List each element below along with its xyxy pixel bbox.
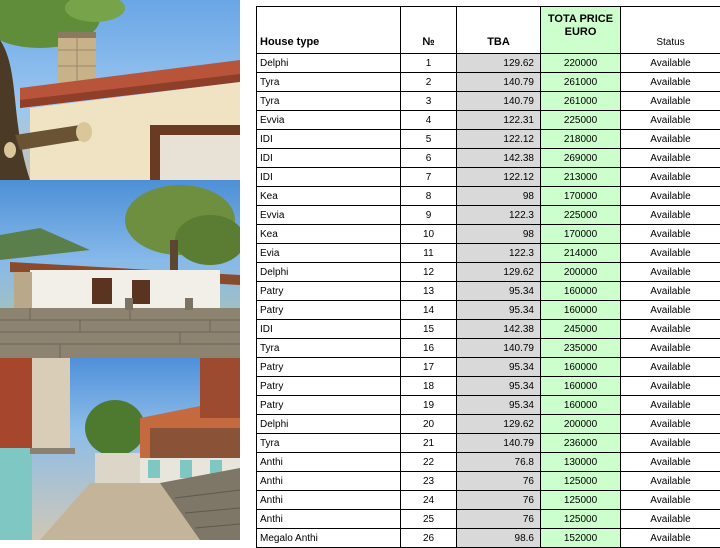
cell-number: 8 (401, 187, 457, 206)
cell-number: 25 (401, 510, 457, 529)
header-number: № (401, 7, 457, 54)
cell-house-type: Tyra (257, 434, 401, 453)
table-row (257, 301, 720, 320)
cell-total-price: 152000 (541, 529, 621, 548)
cell-house-type: Patry (257, 396, 401, 415)
cell-area: 98 (457, 225, 541, 244)
cell-number: 23 (401, 472, 457, 491)
table-row (257, 263, 720, 282)
cell-status: Available (621, 263, 720, 282)
cell-area: 76.8 (457, 453, 541, 472)
cell-house-type: Anthi (257, 510, 401, 529)
cell-total-price: 160000 (541, 396, 621, 415)
cell-number: 13 (401, 282, 457, 301)
cell-status: Available (621, 453, 720, 472)
cell-status: Available (621, 320, 720, 339)
cell-status: Available (621, 282, 720, 301)
cell-number: 11 (401, 244, 457, 263)
cell-status: Available (621, 301, 720, 320)
cell-number: 14 (401, 301, 457, 320)
house-photo-stone-wall-illustration (0, 180, 240, 358)
cell-total-price: 130000 (541, 453, 621, 472)
cell-house-type: Megalo Anthi (257, 529, 401, 548)
cell-number: 18 (401, 377, 457, 396)
table-header-row (257, 7, 720, 54)
cell-area: 95.34 (457, 377, 541, 396)
cell-house-type: Patry (257, 282, 401, 301)
house-photo-street (0, 358, 240, 540)
cell-total-price: 261000 (541, 73, 621, 92)
cell-area: 129.62 (457, 415, 541, 434)
cell-total-price: 225000 (541, 206, 621, 225)
cell-area: 140.79 (457, 434, 541, 453)
table-row (257, 282, 720, 301)
cell-total-price: 160000 (541, 377, 621, 396)
cell-status: Available (621, 396, 720, 415)
cell-number: 10 (401, 225, 457, 244)
header-total-price-line2: EURO (565, 26, 597, 38)
table-row (257, 529, 720, 548)
cell-number: 1 (401, 54, 457, 73)
table-body (257, 54, 720, 548)
cell-status: Available (621, 358, 720, 377)
cell-total-price: 245000 (541, 320, 621, 339)
cell-area: 95.34 (457, 282, 541, 301)
cell-area: 95.34 (457, 301, 541, 320)
cell-status: Available (621, 149, 720, 168)
cell-house-type: Delphi (257, 415, 401, 434)
cell-number: 20 (401, 415, 457, 434)
cell-status: Available (621, 225, 720, 244)
cell-status: Available (621, 510, 720, 529)
table-row (257, 206, 720, 225)
cell-number: 24 (401, 491, 457, 510)
cell-number: 12 (401, 263, 457, 282)
table-row (257, 415, 720, 434)
table-row (257, 92, 720, 111)
cell-house-type: Kea (257, 187, 401, 206)
cell-house-type: IDI (257, 149, 401, 168)
cell-number: 19 (401, 396, 457, 415)
table-row (257, 130, 720, 149)
cell-area: 140.79 (457, 339, 541, 358)
cell-number: 6 (401, 149, 457, 168)
cell-house-type: Patry (257, 301, 401, 320)
cell-total-price: 225000 (541, 111, 621, 130)
cell-area: 76 (457, 510, 541, 529)
cell-total-price: 125000 (541, 472, 621, 491)
table-row (257, 320, 720, 339)
house-photo-stone-wall (0, 180, 240, 358)
cell-status: Available (621, 73, 720, 92)
cell-number: 5 (401, 130, 457, 149)
header-total-price (541, 7, 621, 54)
cell-area: 95.34 (457, 358, 541, 377)
cell-number: 9 (401, 206, 457, 225)
table-row (257, 168, 720, 187)
cell-house-type: Delphi (257, 263, 401, 282)
table-row (257, 187, 720, 206)
cell-house-type: Tyra (257, 73, 401, 92)
cell-total-price: 220000 (541, 54, 621, 73)
table-row (257, 453, 720, 472)
cell-house-type: Evia (257, 244, 401, 263)
cell-status: Available (621, 472, 720, 491)
cell-total-price: 236000 (541, 434, 621, 453)
cell-house-type: Tyra (257, 92, 401, 111)
cell-number: 2 (401, 73, 457, 92)
cell-status: Available (621, 92, 720, 111)
cell-total-price: 235000 (541, 339, 621, 358)
cell-total-price: 170000 (541, 225, 621, 244)
header-total-price-line1: TOTA PRICE (548, 13, 613, 25)
table-row (257, 434, 720, 453)
cell-house-type: IDI (257, 130, 401, 149)
header-status: Status (621, 7, 720, 54)
cell-house-type: IDI (257, 168, 401, 187)
cell-status: Available (621, 187, 720, 206)
cell-status: Available (621, 54, 720, 73)
table-row (257, 358, 720, 377)
cell-status: Available (621, 434, 720, 453)
cell-area: 140.79 (457, 73, 541, 92)
table-row (257, 111, 720, 130)
cell-status: Available (621, 168, 720, 187)
cell-area: 122.3 (457, 244, 541, 263)
table-row (257, 54, 720, 73)
cell-area: 129.62 (457, 54, 541, 73)
photo-column (0, 0, 240, 540)
table-row (257, 149, 720, 168)
table-row (257, 339, 720, 358)
cell-total-price: 214000 (541, 244, 621, 263)
table-row (257, 73, 720, 92)
house-photo-street-illustration (0, 358, 240, 540)
cell-status: Available (621, 206, 720, 225)
cell-number: 4 (401, 111, 457, 130)
cell-status: Available (621, 339, 720, 358)
cell-area: 140.79 (457, 92, 541, 111)
cell-number: 21 (401, 434, 457, 453)
cell-status: Available (621, 130, 720, 149)
cell-area: 98.6 (457, 529, 541, 548)
cell-total-price: 160000 (541, 358, 621, 377)
cell-number: 16 (401, 339, 457, 358)
cell-house-type: Evvia (257, 111, 401, 130)
cell-area: 98 (457, 187, 541, 206)
cell-total-price: 125000 (541, 491, 621, 510)
cell-total-price: 125000 (541, 510, 621, 529)
cell-total-price: 160000 (541, 301, 621, 320)
cell-area: 76 (457, 472, 541, 491)
cell-number: 7 (401, 168, 457, 187)
cell-area: 142.38 (457, 149, 541, 168)
table-row (257, 225, 720, 244)
cell-status: Available (621, 377, 720, 396)
cell-number: 22 (401, 453, 457, 472)
cell-total-price: 170000 (541, 187, 621, 206)
cell-total-price: 261000 (541, 92, 621, 111)
cell-house-type: Delphi (257, 54, 401, 73)
table-row (257, 491, 720, 510)
cell-status: Available (621, 415, 720, 434)
table-row (257, 472, 720, 491)
cell-house-type: Patry (257, 377, 401, 396)
cell-house-type: Evvia (257, 206, 401, 225)
cell-total-price: 200000 (541, 415, 621, 434)
header-area: TBA (457, 7, 541, 54)
cell-number: 17 (401, 358, 457, 377)
cell-house-type: Patry (257, 358, 401, 377)
cell-area: 122.12 (457, 130, 541, 149)
cell-area: 122.12 (457, 168, 541, 187)
cell-status: Available (621, 111, 720, 130)
cell-total-price: 269000 (541, 149, 621, 168)
cell-house-type: IDI (257, 320, 401, 339)
header-house-type: House type (257, 7, 401, 54)
cell-number: 3 (401, 92, 457, 111)
house-photo-roof (0, 0, 240, 180)
cell-number: 15 (401, 320, 457, 339)
cell-number: 26 (401, 529, 457, 548)
cell-area: 122.31 (457, 111, 541, 130)
cell-house-type: Tyra (257, 339, 401, 358)
table-row (257, 396, 720, 415)
table-row (257, 510, 720, 529)
cell-area: 129.62 (457, 263, 541, 282)
cell-house-type: Anthi (257, 491, 401, 510)
house-photo-roof-illustration (0, 0, 240, 180)
cell-house-type: Anthi (257, 472, 401, 491)
cell-area: 76 (457, 491, 541, 510)
cell-total-price: 200000 (541, 263, 621, 282)
cell-house-type: Kea (257, 225, 401, 244)
cell-status: Available (621, 529, 720, 548)
table-row (257, 377, 720, 396)
cell-area: 142.38 (457, 320, 541, 339)
cell-status: Available (621, 244, 720, 263)
cell-area: 95.34 (457, 396, 541, 415)
table-row (257, 244, 720, 263)
cell-area: 122.3 (457, 206, 541, 225)
cell-total-price: 213000 (541, 168, 621, 187)
cell-status: Available (621, 491, 720, 510)
cell-house-type: Anthi (257, 453, 401, 472)
cell-total-price: 160000 (541, 282, 621, 301)
price-table (256, 6, 720, 548)
cell-total-price: 218000 (541, 130, 621, 149)
